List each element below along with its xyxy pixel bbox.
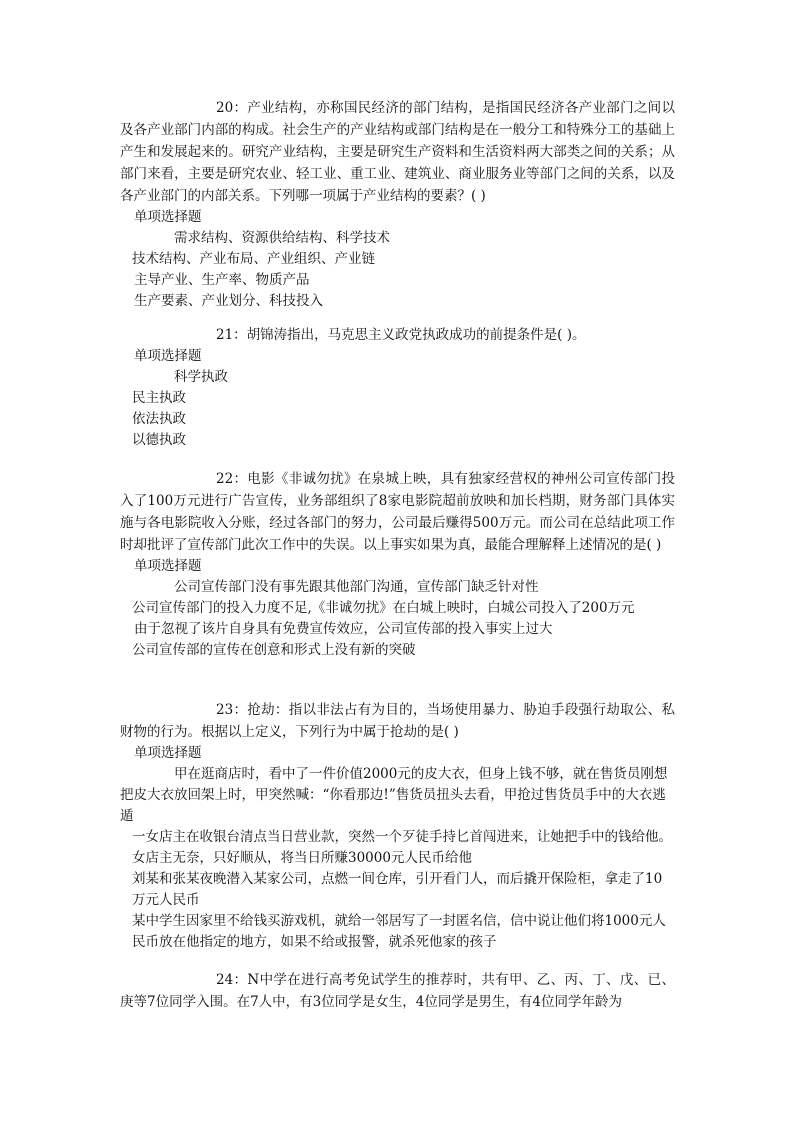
option-c: 刘某和张某夜晚潜入某家公司，点燃一间仓库，引开看门人，而后撬开保险柜，拿走了10万元人民币 <box>132 871 663 908</box>
option-b: 一女店主在收银台清点当日营业款，突然一个歹徒手持匕首闯进来，让她把手中的钱给他。女店主无奈，只好顺从，将当日所赚30000元人民币给他 <box>132 829 672 866</box>
question-type-label: 单项选择题 <box>134 209 202 225</box>
question-stem: 21：胡锦涛指出，马克思主义政党执政成功的前提条件是( )。 <box>216 327 586 343</box>
question-20 <box>120 97 675 312</box>
question-22 <box>120 468 675 661</box>
option-b: 民主执政 <box>132 390 186 406</box>
question-24 <box>120 969 675 1013</box>
option-d: 以德执政 <box>132 432 186 448</box>
option-d: 生产要素、产业划分、科技投入 <box>134 293 323 309</box>
option-a: 需求结构、资源供给结构、科学技术 <box>174 230 390 246</box>
question-21 <box>120 324 675 451</box>
option-c: 由于忽视了该片自身具有免费宣传效应，公司宣传部的投入事实上过大 <box>134 621 553 637</box>
option-b: 公司宣传部门的投入力度不足,《非诚勿扰》在白城上映时，白城公司投入了200万元 <box>132 600 635 616</box>
question-stem: 20：产业结构，亦称国民经济的部门结构，是指国民经济各产业部门之间以及各产业部门内部的构成。社会生产的产业结构或部门结构是在一般分工和特殊分工的基础上产生和发展起来的。研究产业结构，主要是研究生产资料和生活资料两大部类之间的关系；从部门来看，主要是研究农业、轻工业、重工业、建筑业、商业服务业等部门之间的关系，以及各产业部门的内部关系。下列哪一项属于产业结构的要素？( ) <box>120 100 675 204</box>
question-stem: 24：N中学在进行高考免试学生的推荐时，共有甲、乙、丙、丁、戊、已、庚等7位同学入围。在7人中，有3位同学是女生，4位同学是男生，有4位同学年龄为 <box>120 972 675 1010</box>
question-stem: 23：抢劫：指以非法占有为目的，当场使用暴力、胁迫手段强行劫取公、私财物的行为。根据以上定义，下列行为中属于抢劫的是( ) <box>120 702 675 740</box>
option-d: 公司宣传部的宣传在创意和形式上没有新的突破 <box>132 642 416 658</box>
question-type-label: 单项选择题 <box>134 558 202 574</box>
option-d: 某中学生因家里不给钱买游戏机，就给一邻居写了一封匿名信，信中说让他们将1000元人民币放在他指定的地方，如果不给或报警，就杀死他家的孩子 <box>132 913 666 950</box>
option-a: 公司宣传部门没有事先跟其他部门沟通，宣传部门缺乏针对性 <box>174 579 539 595</box>
question-23 <box>120 699 675 953</box>
question-type-label: 单项选择题 <box>134 348 202 364</box>
option-a: 甲在逛商店时，看中了一件价值2000元的皮大衣，但身上钱不够，就在售货员刚想把皮大衣放回架上时，甲突然喊：“你看那边!”售货员扭头去看，甲抢过售货员手中的大衣逃遁 <box>120 766 668 824</box>
option-b: 技术结构、产业布局、产业组织、产业链 <box>132 251 375 267</box>
option-c: 主导产业、生产率、物质产品 <box>134 272 310 288</box>
question-stem: 22：电影《非诚勿扰》在泉城上映，具有独家经营权的神州公司宣传部门投入了100万元进行广告宣传，业务部组织了8家电影院超前放映和加长档期，财务部门具体实施与各电影院收入分账，经过各部门的努力，公司最后赚得500万元。而公司在总结此项工作时却批评了宣传部门此次工作中的失误。以上事实如果为真，最能合理解释上述情况的是( ) <box>120 471 675 553</box>
question-type-label: 单项选择题 <box>134 745 202 761</box>
option-c: 依法执政 <box>132 411 186 427</box>
option-a: 科学执政 <box>174 369 228 385</box>
